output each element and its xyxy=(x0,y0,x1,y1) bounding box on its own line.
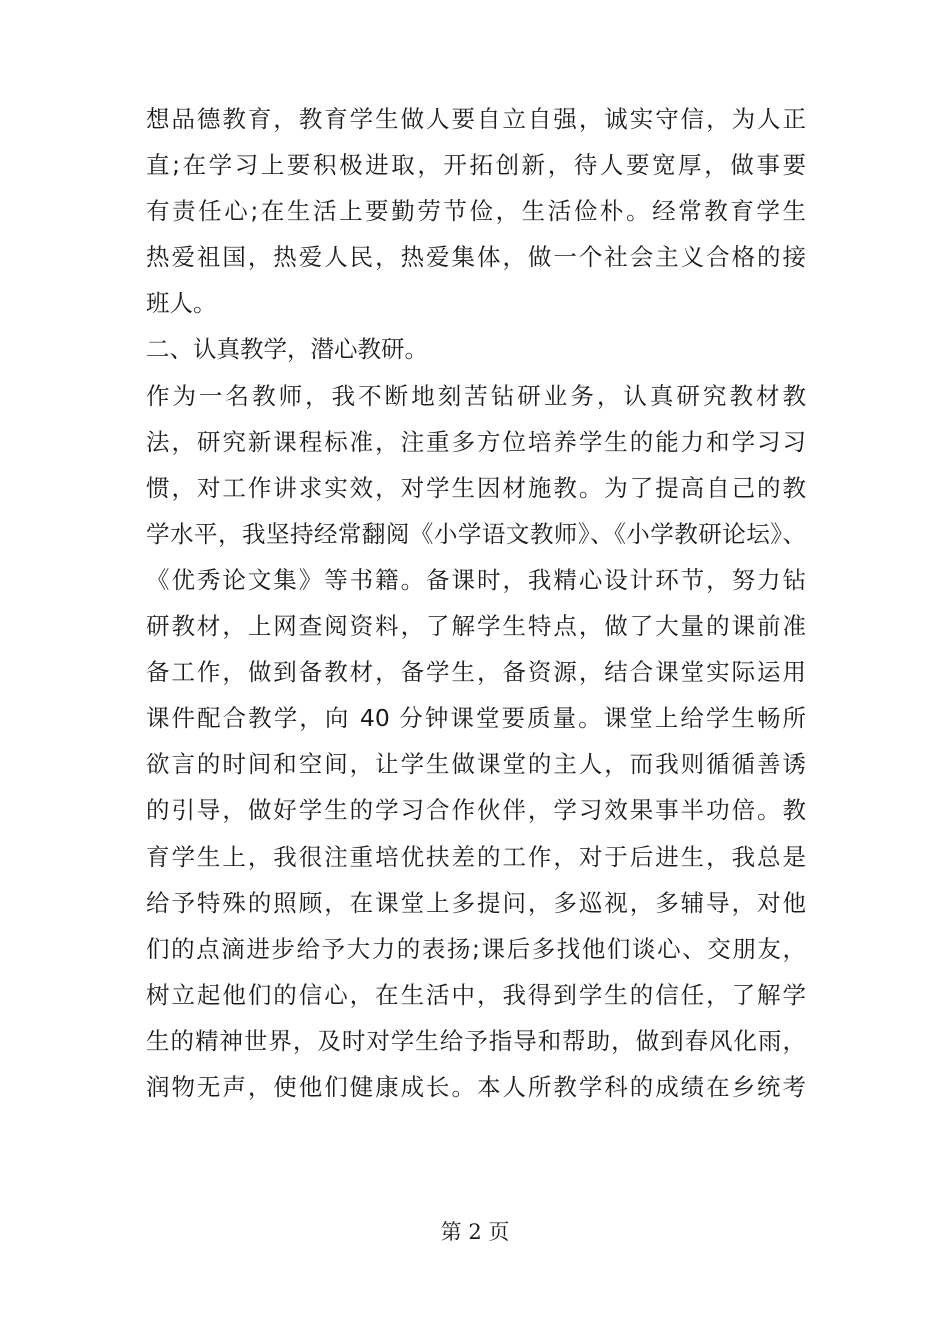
text-line: 育学生上，我很注重培优扶差的工作，对于后进生，我总是 xyxy=(146,842,806,871)
text-line: 《优秀论文集》等书籍。备课时，我精心设计环节，努力钻 xyxy=(146,565,806,594)
text-line: 树立起他们的信心，在生活中，我得到学生的信任，了解学 xyxy=(146,980,806,1009)
text-line: 生的精神世界，及时对学生给予指导和帮助，做到春风化雨， xyxy=(146,1026,806,1055)
text-line: 热爱祖国，热爱人民，热爱集体，做一个社会主义合格的接 xyxy=(146,243,806,272)
section-heading: 二、认真教学，潜心教研。 xyxy=(146,335,428,364)
text-line: 学水平，我坚持经常翻阅《小学语文教师》、《小学教研论坛》、 xyxy=(146,519,806,548)
text-line: 给予特殊的照顾，在课堂上多提问，多巡视，多辅导，对他 xyxy=(146,888,806,917)
text-line: 研教材，上网查阅资料，了解学生特点，做了大量的课前准 xyxy=(146,612,806,641)
text-line: 有责任心;在生活上要勤劳节俭，生活俭朴。经常教育学生 xyxy=(146,197,806,226)
text-line: 班人。 xyxy=(146,289,217,318)
text-line: 直;在学习上要积极进取，开拓创新，待人要宽厚，做事要 xyxy=(146,151,806,180)
text-line: 想品德教育，教育学生做人要自立自强，诚实守信，为人正 xyxy=(146,105,806,133)
text-line: 课件配合教学，向 40 分钟课堂要质量。课堂上给学生畅所 xyxy=(146,704,806,733)
text-line: 法，研究新课程标准，注重多方位培养学生的能力和学习习 xyxy=(146,427,806,456)
text-line: 润物无声，使他们健康成长。本人所教学科的成绩在乡统考 xyxy=(146,1072,806,1101)
text-line: 们的点滴进步给予大力的表扬;课后多找他们谈心、交朋友， xyxy=(146,934,806,963)
text-line: 的引导，做好学生的学习合作伙伴，学习效果事半功倍。教 xyxy=(146,796,806,825)
text-line: 欲言的时间和空间，让学生做课堂的主人，而我则循循善诱 xyxy=(146,750,806,779)
page-number: 第 2 页 xyxy=(440,1220,510,1244)
text-line: 备工作，做到备教材，备学生，备资源，结合课堂实际运用 xyxy=(146,658,806,687)
text-line: 惯，对工作讲求实效，对学生因材施教。为了提高自己的教 xyxy=(146,473,806,502)
text-line: 作为一名教师，我不断地刻苦钻研业务，认真研究教材教 xyxy=(146,381,806,410)
body-text xyxy=(146,96,806,1110)
